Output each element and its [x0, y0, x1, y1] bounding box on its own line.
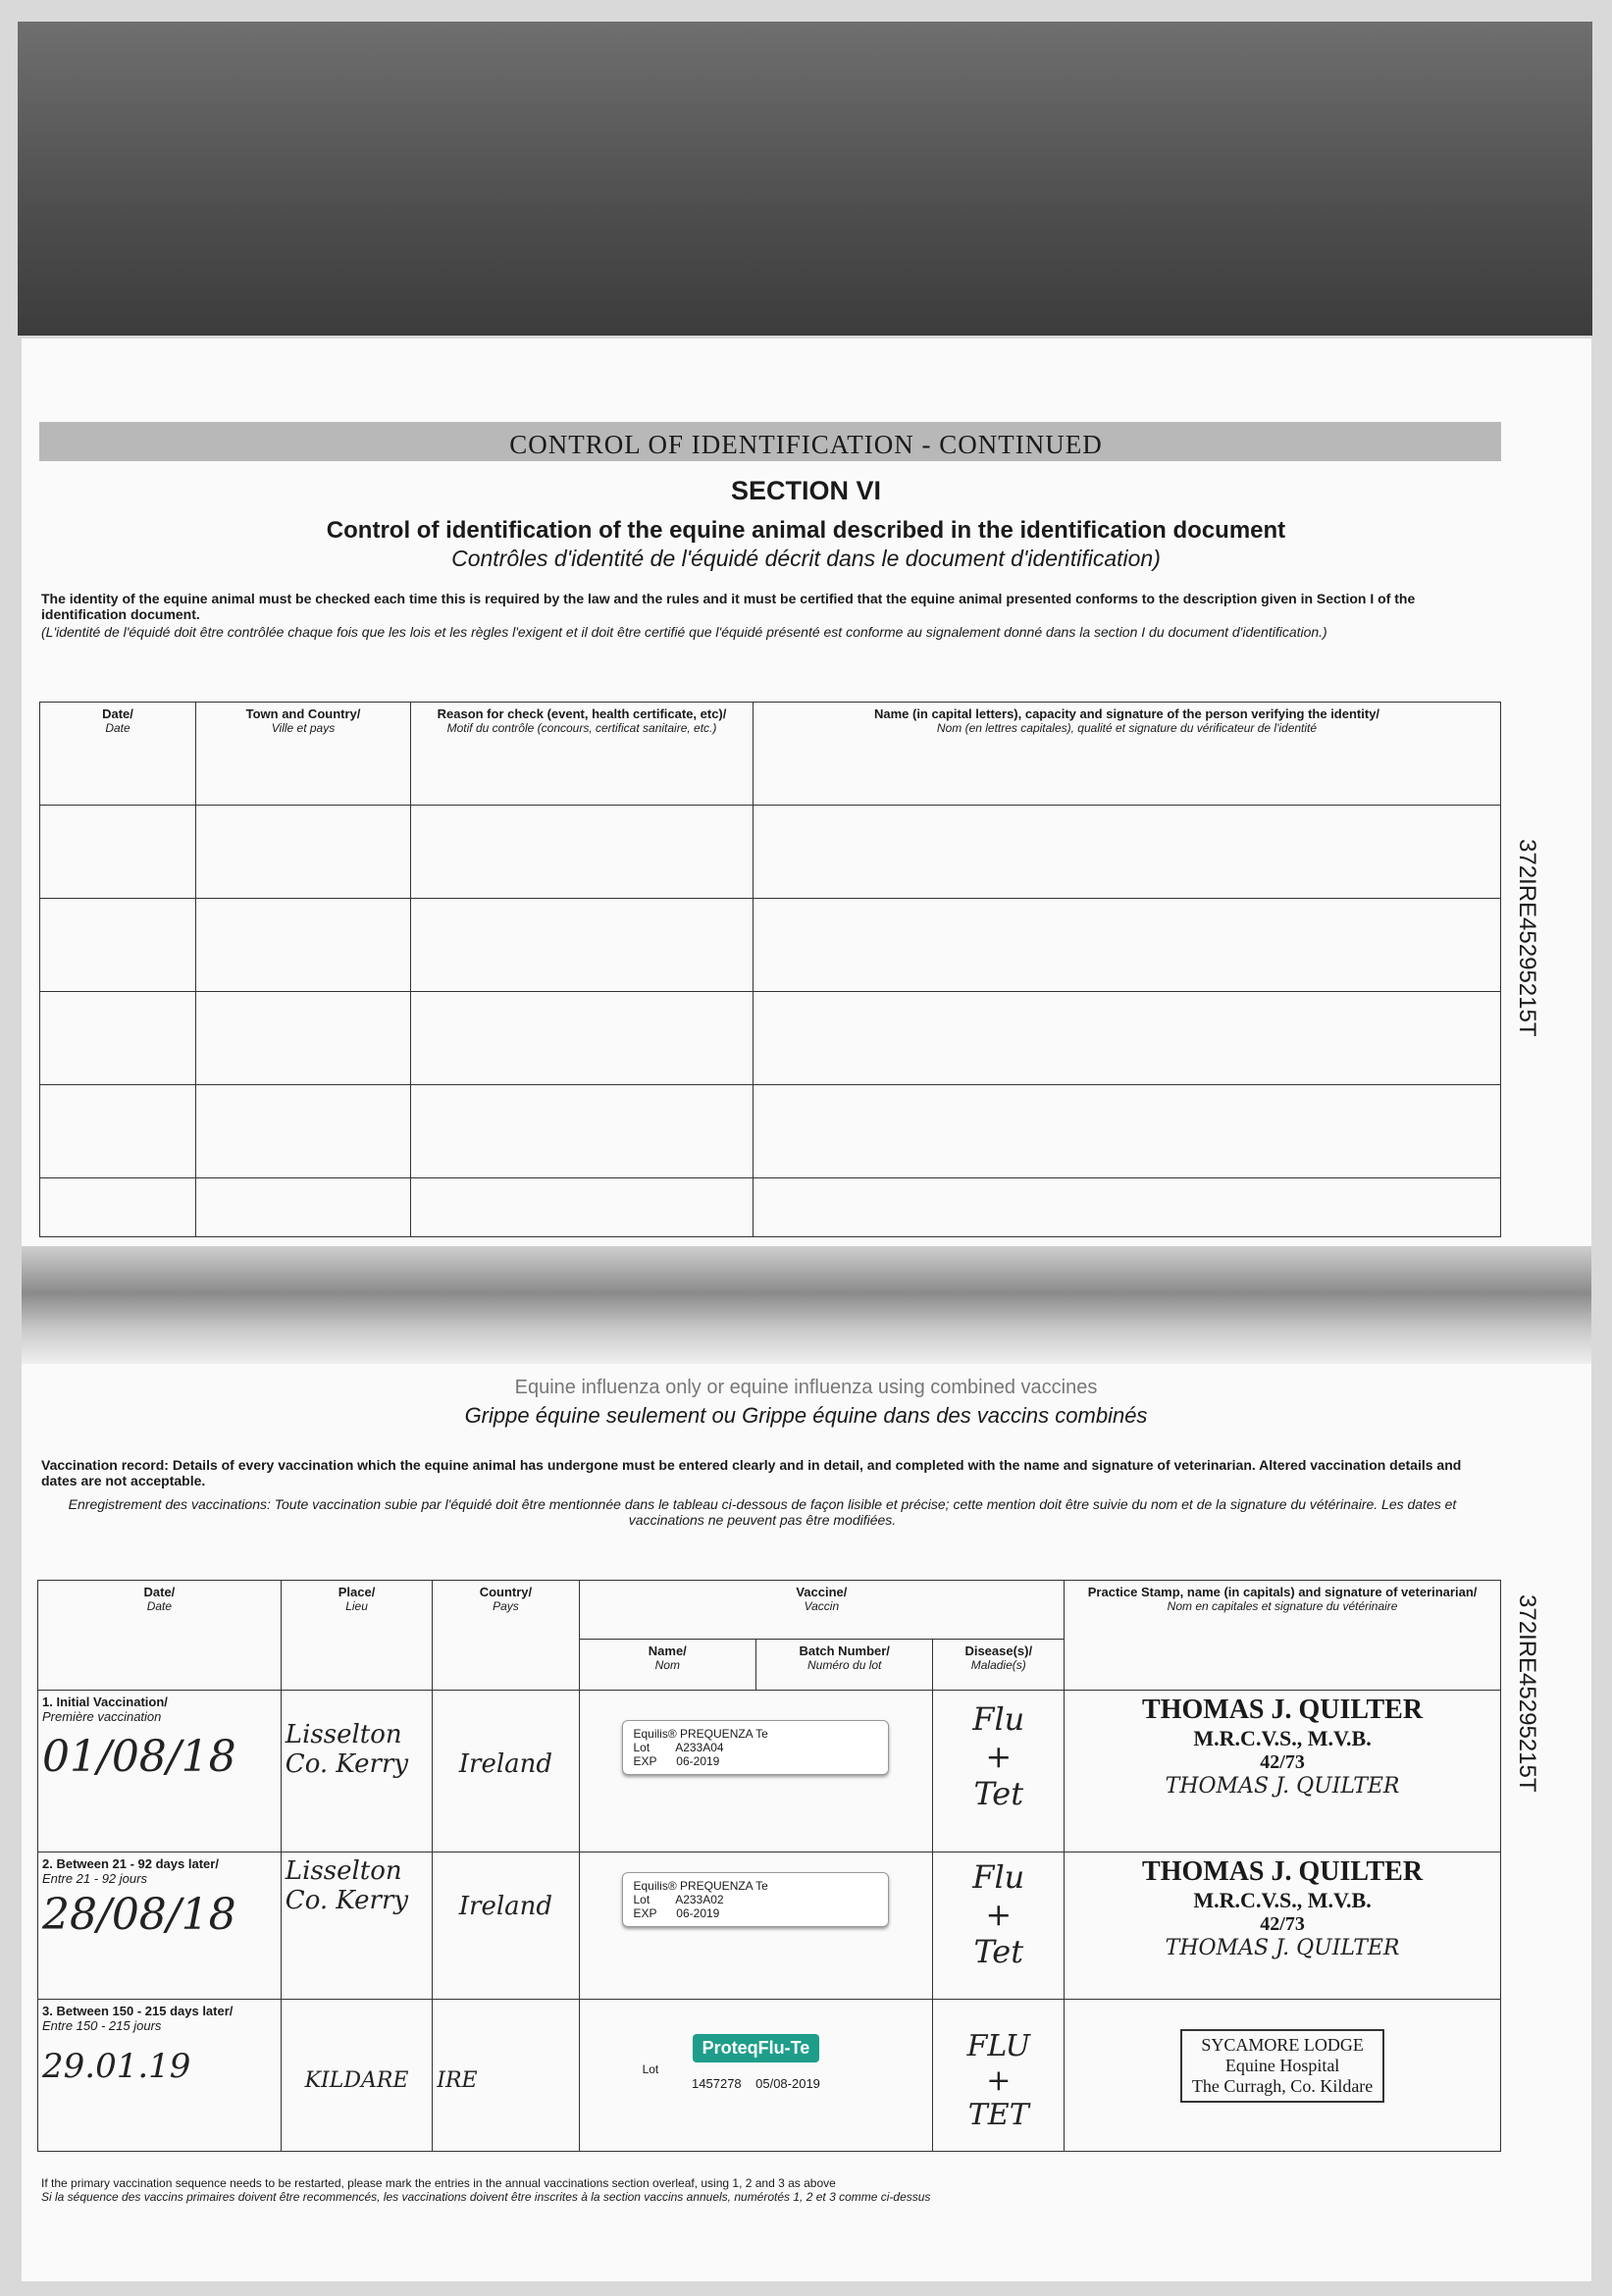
vacc-date: 29.01.19	[42, 2047, 191, 2086]
vacc-record-fr: Enregistrement des vaccinations: Toute vaccination subie par l'équidé doit être mentionnée dans le tableau ci-dessous de façon lisible et précise; cette mention doit être suivie du nom et de la signature du vétérinaire. Les dates et vaccinations ne peuvent pas être modifiées.	[68, 1496, 1457, 1528]
vet-signature: THOMAS J. QUILTER	[1165, 1936, 1400, 1960]
scan-dark-border	[18, 22, 1592, 336]
vaccine-label: ProteqFlu-Te	[693, 2034, 820, 2062]
identification-table: Date/ Date Town and Country/ Ville et pays Reason for check (event, health certificate, etc)/ Motif du contrôle (concours, certificat sanitaire, etc.) Name (in capital letters), capacity and signature of the person verifying the identity/ Nom (en lettres capitales), qualité et signature du vérificateur de l'identité	[39, 702, 1501, 1237]
footnote: If the primary vaccination sequence needs to be restarted, please mark the entries in the annual vaccinations section overleaf, using 1, 2 and 3 as above Si la séquence des vaccins primaires doivent être recommencés, les vaccinations doivent être inscrites à la section vaccins annuels, numérotés 1, 2 et 3 comme ci-dessus	[41, 2176, 931, 2204]
section-subtitle-fr: Contrôles d'identité de l'équidé décrit dans le document d'identification)	[451, 546, 1161, 571]
vaccination-row: 2. Between 21 - 92 days later/ Entre 21 - 92 jours 28/08/18 Lisselton Co. Kerry Ireland Equilis® PREQUENZA Te Lot A233A02 EXP 06-2019 Flu + Tet THOMAS J. QUILTER M.R.C.V.S., M.V.B. 42/73 THOMAS J. QUILTER	[38, 1852, 1501, 2000]
intro-fr: (L'identité de l'équidé doit être contrôlée chaque fois que les lois et les règles l'exigent et il doit être certifié que l'équidé présenté est conforme au signalement donné dans la section I du document d'identification.)	[41, 624, 1327, 640]
col-verifier: Name (in capital letters), capacity and signature of the person verifying the identity/	[873, 706, 1380, 721]
vacc-title-en: Equine influenza only or equine influenza using combined vaccines	[514, 1377, 1098, 1398]
passport-number-top: 372IRE45295215T	[1514, 839, 1540, 1037]
band-title: CONTROL OF IDENTIFICATION - CONTINUED	[509, 430, 1103, 459]
vet-stamp-name: THOMAS J. QUILTER	[1142, 1695, 1424, 1725]
vacc-record-en: Vaccination record: Details of every vaccination which the equine animal has undergone must be entered clearly and in detail, and completed with the name and signature of veterinarian. Altered vaccination details and dates are not acceptable.	[41, 1457, 1462, 1488]
col-reason: Reason for check (event, health certificate, etc)/	[437, 706, 727, 721]
section-subtitle-en: Control of identification of the equine animal described in the identification document	[326, 517, 1286, 544]
section-title: SECTION VI	[730, 476, 882, 505]
table-row	[40, 1178, 1501, 1237]
table-row	[40, 992, 1501, 1085]
vacc-date: 28/08/18	[42, 1890, 236, 1940]
passport-number-bottom: 372IRE45295215T	[1514, 1594, 1540, 1793]
intro-en: The identity of the equine animal must be checked each time this is required by the law and the rules and it must be certified that the equine animal presented conforms to the description given in Section I of the identification document.	[41, 591, 1416, 622]
vet-stamp-name: THOMAS J. QUILTER	[1142, 1856, 1424, 1887]
vaccine-label: Equilis® PREQUENZA Te Lot A233A04 EXP 06-2019	[622, 1720, 889, 1775]
table-row	[40, 1085, 1501, 1178]
vaccine-label: Equilis® PREQUENZA Te Lot A233A02 EXP 06-2019	[622, 1872, 889, 1927]
table-row	[40, 899, 1501, 992]
vet-signature: THOMAS J. QUILTER	[1165, 1774, 1400, 1799]
vacc-date: 01/08/18	[42, 1732, 236, 1782]
vaccination-row: 3. Between 150 - 215 days later/ Entre 150 - 215 jours 29.01.19 KILDARE IRE ProteqFlu-Te Lot 1457278 05/08-2019 FLU + TET SYCAMORE LODGE Equine Hospital The Curragh, Co. Kildare	[38, 2000, 1501, 2152]
col-town: Town and Country/	[245, 706, 361, 721]
vaccination-table: Date/ Date Place/ Lieu Country/ Pays Vaccine/ Vaccin Practice Stamp, name (in capitals) and signature of veterinarian/ Nom en capitales et signature du vétérinaire Name/ Nom Batch Number/ Numéro du lot Disease(s)/ Maladie(s) 1. Initial Vaccination/ Première vaccination 01/08/18 Lisselton Co. Kerry Ireland Equilis® PREQUENZA Te Lot A233A04 EXP 06-2019 Flu + Tet THOMAS J. QUILTER M.R.C.V.S., M.V.B. 42/73 THOMAS J. QUILTER 2. Between 21 - 92 days later/ Entre 21 - 92 jours 28/08/18 Lisselton Co. Kerry Ireland Equilis® PREQUENZA Te Lot A233A02 EXP 06-2019 Flu + Tet THOMAS J. QUILTER M.R.C.V.S., M.V.B. 42/73 THOMAS J. QUILTER 3. Between 150 - 215 days later/ Entre 150 - 215 jours 29.01.19 KILDARE IRE ProteqFlu-Te Lot 1457278 05/08-2019 FLU + TET SYCAMORE LODGE Equine Hospital The Curragh, Co. Kildare	[37, 1580, 1501, 2152]
page-fold-shadow	[22, 1246, 1591, 1364]
hospital-stamp: SYCAMORE LODGE Equine Hospital The Curragh, Co. Kildare	[1180, 2029, 1384, 2103]
col-date: Date/	[102, 706, 133, 721]
vacc-title-fr: Grippe équine seulement ou Grippe équine dans des vaccins combinés	[464, 1403, 1148, 1428]
table-row	[40, 806, 1501, 899]
vaccination-row: 1. Initial Vaccination/ Première vaccination 01/08/18 Lisselton Co. Kerry Ireland Equilis® PREQUENZA Te Lot A233A04 EXP 06-2019 Flu + Tet THOMAS J. QUILTER M.R.C.V.S., M.V.B. 42/73 THOMAS J. QUILTER	[38, 1691, 1501, 1852]
